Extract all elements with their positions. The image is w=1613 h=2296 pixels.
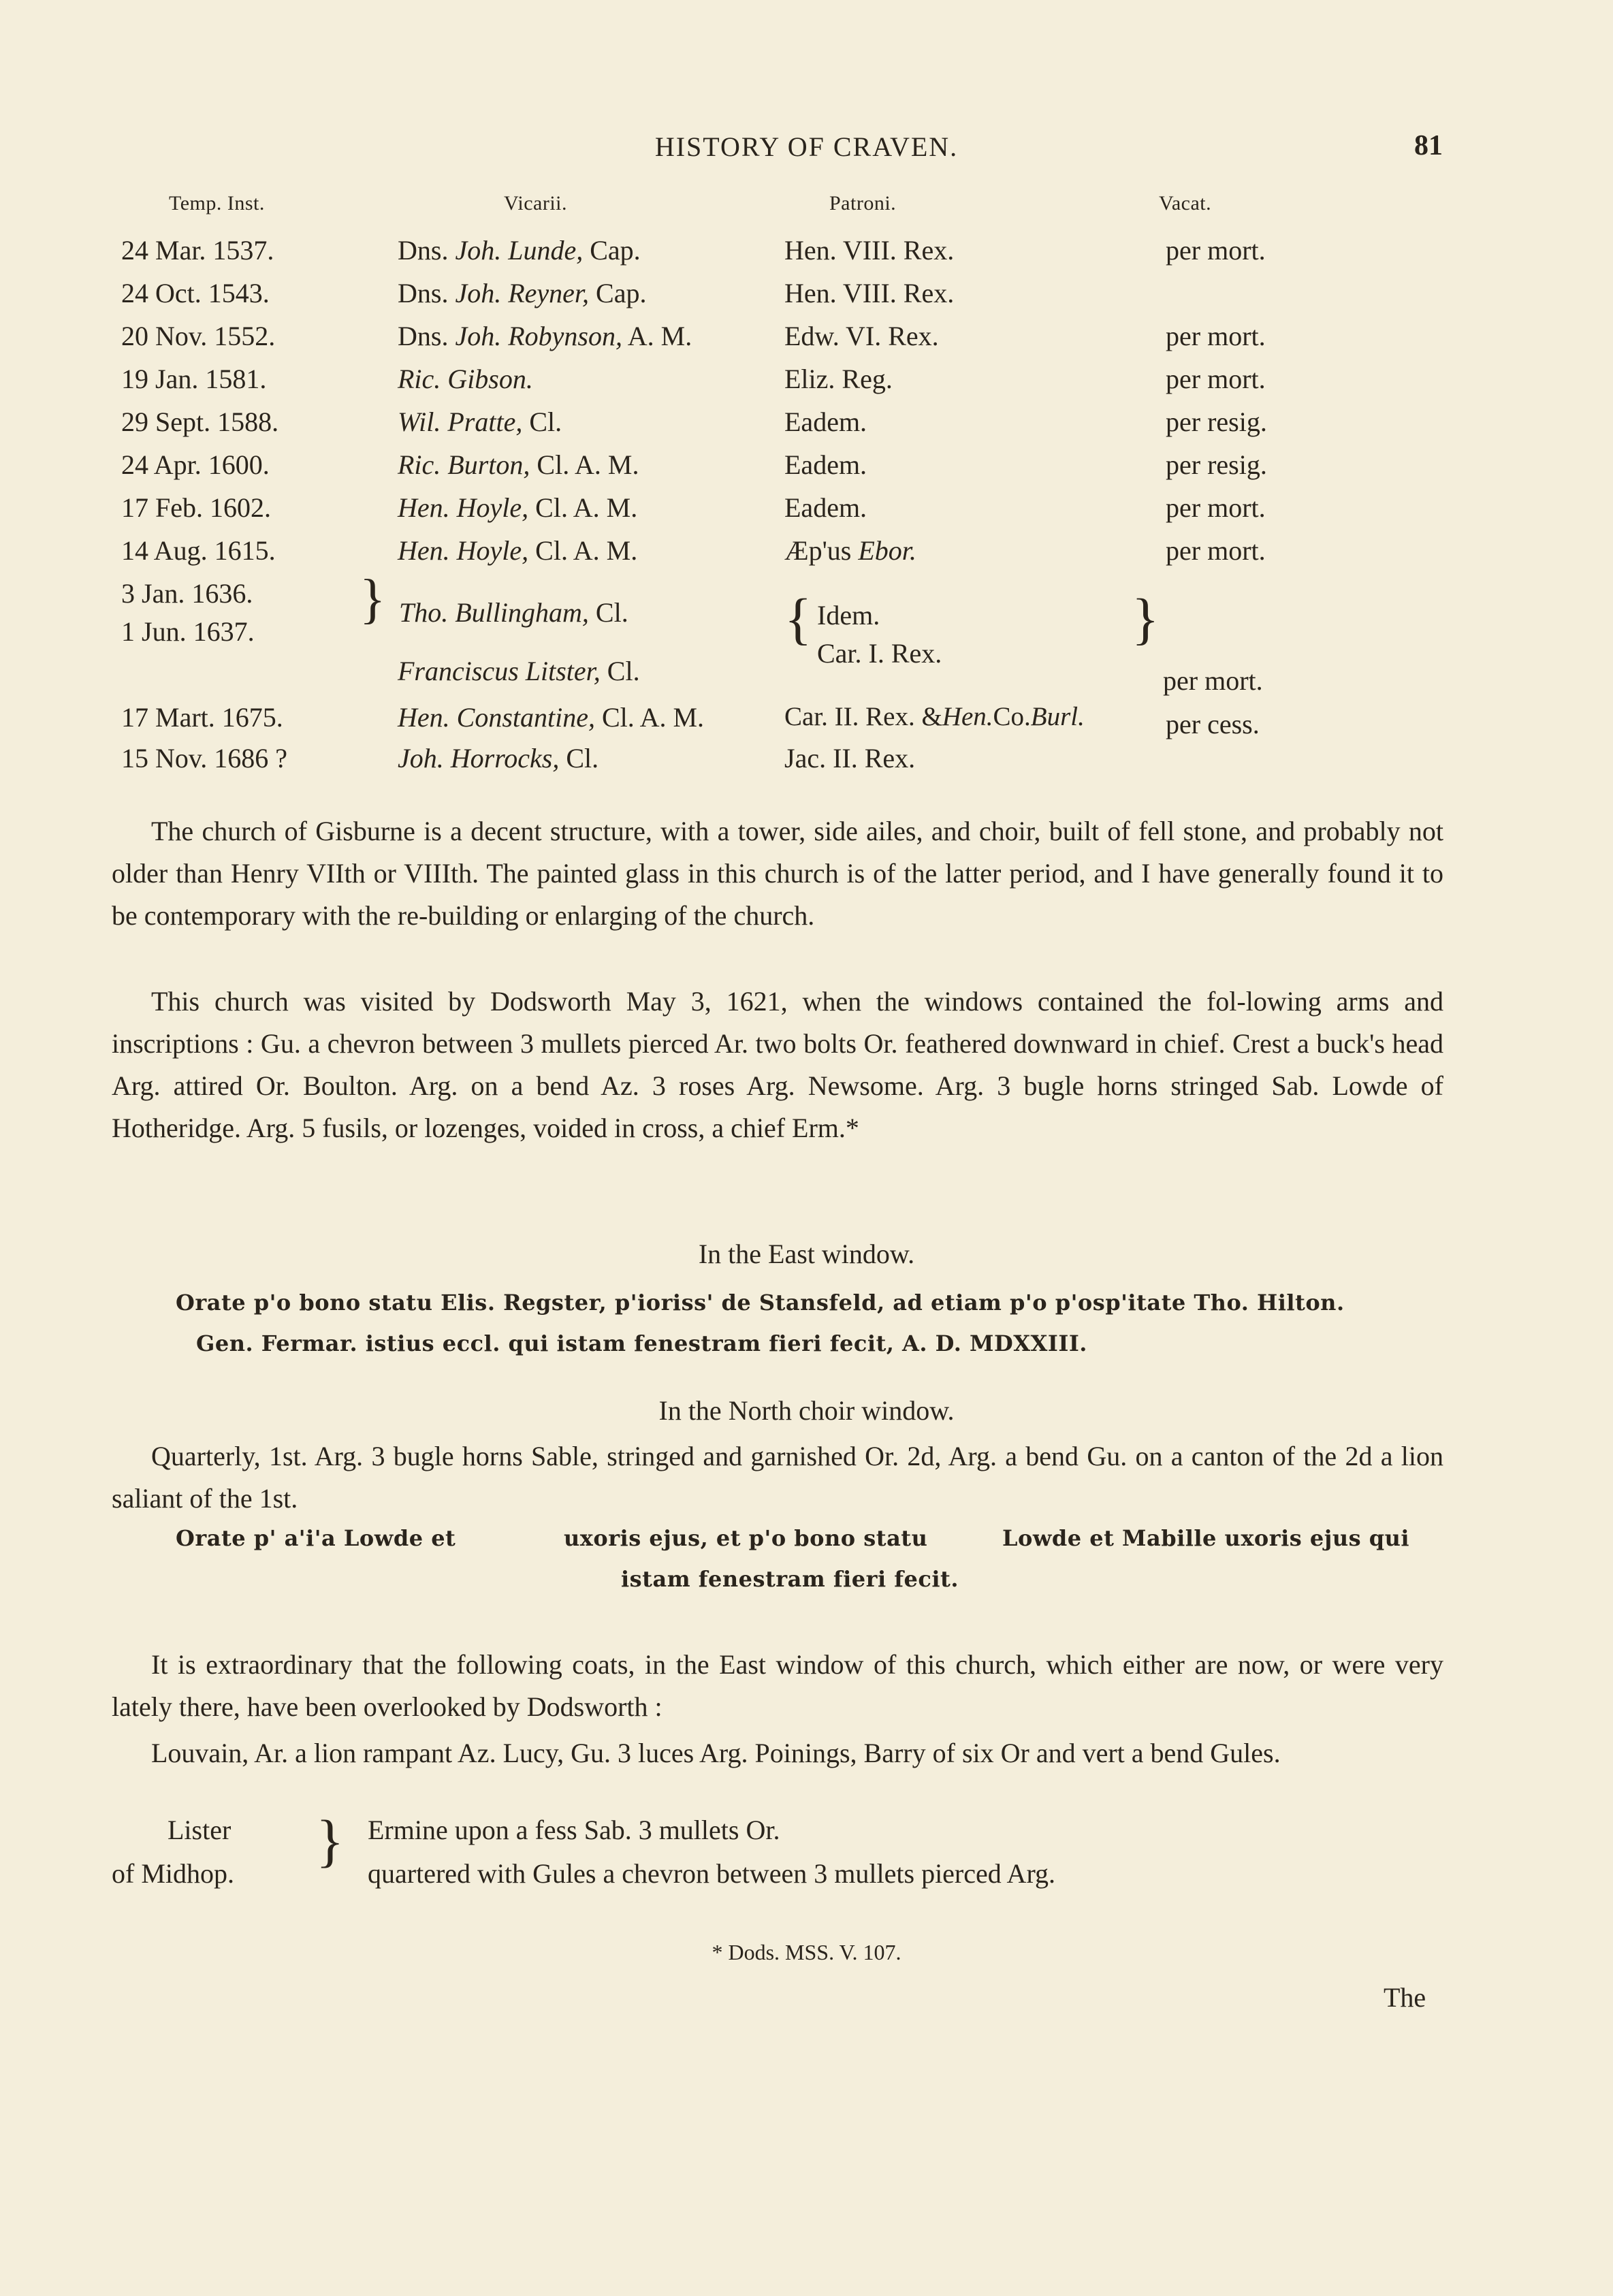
inscription-line: Gen. Fermar. istius eccl. qui istam fenestram fieri fecit, A. D. MDXXIII. [196, 1330, 1087, 1356]
footnote: * Dods. MSS. V. 107. [712, 1940, 901, 1964]
vicar-name: Dns. Joh. Reyner, Cap. [398, 278, 647, 308]
patron: Eliz. Reg. [784, 364, 893, 394]
table-row [0, 535, 1613, 578]
inscription-fragment: uxoris ejus, et p'o bono statu [564, 1525, 928, 1551]
running-head: HISTORY OF CRAVEN. [654, 131, 959, 162]
institution-date: 14 Aug. 1615. [121, 535, 276, 566]
patron: Car. II. Rex. &Hen.Co.Burl. [784, 702, 1085, 731]
vicar-name: Tho. Bullingham, Cl. [399, 597, 628, 628]
page-number: 81 [1414, 130, 1443, 161]
paragraph-dodsworth-visit: This church was visited by Dodsworth May 3, 1621, when the windows contained the fol-lowing arms and inscriptions : Gu. a chevron between 3 mullets pierced Ar. two bolts Or. feathered downward in chief. Crest a buck's head Arg. attired Or. Boulton. Arg. on a bend Az. 3 roses Arg. Newsome. Arg. 3 bugle horns stringed Sab. Lowde of Hotheridge. Arg. 5 fusils, or lozenges, voided in cross, a chief Erm.* [112, 986, 1443, 1143]
header-vicarii: Vicarii. [504, 192, 567, 214]
paragraph-church-description: The church of Gisburne is a decent structure, with a tower, side ailes, and choir, built of fell stone, and probably not older than Henry VIIth or VIIIth. The painted glass in this church is of the latter period, and I have generally found it to be contemporary with the re-building or enlarging of the church. [112, 816, 1443, 931]
patron: Eadem. [784, 406, 867, 437]
lister-label: Lister [167, 1815, 231, 1845]
heading-north-window: In the North choir window. [658, 1395, 955, 1426]
vacancy-reason: per resig. [1166, 406, 1267, 437]
table-row [0, 701, 1613, 745]
lister-label: of Midhop. [112, 1858, 234, 1889]
header-patroni: Patroni. [829, 192, 897, 214]
lister-arms: Ermine upon a fess Sab. 3 mullets Or. [368, 1815, 780, 1845]
vacancy-reason: per mort. [1166, 321, 1266, 351]
institution-date: 29 Sept. 1588. [121, 406, 279, 437]
lister-arms: quartered with Gules a chevron between 3 mullets pierced Arg. [368, 1858, 1056, 1889]
patron: Edw. VI. Rex. [784, 321, 939, 351]
patron: Eadem. [784, 492, 867, 523]
inscription-line: Orate p'o bono statu Elis. Regster, p'ioriss' de Stansfeld, ad etiam p'o p'osp'itate Tho. Hilton. [176, 1290, 1345, 1316]
vacancy-reason: per resig. [1166, 449, 1267, 480]
table-row [0, 449, 1613, 492]
vacancy-reason: per cess. [1166, 709, 1260, 739]
vicar-name: Joh. Horrocks, Cl. [398, 743, 599, 774]
vicar-name: Franciscus Litster, Cl. [398, 656, 640, 686]
header-temp-inst: Temp. Inst. [169, 192, 265, 214]
table-row [0, 234, 1613, 278]
institution-date: 15 Nov. 1686 ? [121, 743, 288, 774]
patron: Idem. [817, 600, 880, 631]
vicar-name: Hen. Hoyle, Cl. A. M. [398, 492, 638, 523]
table-row [0, 406, 1613, 449]
vicar-name: Wil. Pratte, Cl. [398, 406, 562, 437]
table-row [0, 320, 1613, 364]
patron: Jac. II. Rex. [784, 743, 916, 774]
table-row [0, 363, 1613, 406]
brace-right-icon: } [316, 1808, 345, 1873]
vicar-name: Hen. Hoyle, Cl. A. M. [398, 535, 638, 566]
inscription-fragment: Lowde et Mabille uxoris ejus qui [1002, 1525, 1410, 1551]
catchword: The [1384, 1982, 1426, 2013]
vacancy-reason: per mort. [1166, 364, 1266, 394]
vicar-name: Ric. Burton, Cl. A. M. [398, 449, 639, 480]
brace-left-icon: { [784, 588, 812, 651]
inscription-fragment: istam fenestram fieri fecit. [621, 1566, 959, 1592]
patron: Car. I. Rex. [817, 638, 942, 669]
institution-date: 20 Nov. 1552. [121, 321, 276, 351]
brace-right-icon: } [1132, 588, 1160, 651]
patron: Hen. VIII. Rex. [784, 278, 955, 308]
institution-date: 24 Apr. 1600. [121, 449, 270, 480]
table-row [0, 742, 1613, 786]
institution-date: 17 Mart. 1675. [121, 702, 283, 733]
paragraph-overlooked-coats: It is extraordinary that the following coats, in the East window of this church, which either are now, or were very lately there, have been overlooked by Dodsworth : [112, 1649, 1443, 1722]
table-row [0, 492, 1613, 535]
institution-date: 17 Feb. 1602. [121, 492, 271, 523]
institution-date: 3 Jan. 1636. [121, 578, 253, 609]
brace-right-icon: } [360, 569, 386, 629]
vicar-name: Hen. Constantine, Cl. A. M. [398, 702, 705, 733]
header-vacat: Vacat. [1159, 192, 1212, 214]
institution-date: 19 Jan. 1581. [121, 364, 267, 394]
patron: Hen. VIII. Rex. [784, 235, 955, 266]
paragraph-north-window-arms: Quarterly, 1st. Arg. 3 bugle horns Sable, stringed and garnished Or. 2d, Arg. a bend Gu. on a canton of the 2d a lion saliant of the 1st. [112, 1441, 1443, 1514]
vicar-name: Ric. Gibson. [398, 364, 533, 394]
paragraph-coats-list: Louvain, Ar. a lion rampant Az. Lucy, Gu. 3 luces Arg. Poinings, Barry of six Or and vert a bend Gules. [151, 1738, 1281, 1768]
vacancy-reason: per mort. [1163, 665, 1263, 696]
table-row [0, 277, 1613, 321]
patron: Eadem. [784, 449, 867, 480]
institution-date: 24 Oct. 1543. [121, 278, 270, 308]
vicar-name: Dns. Joh. Robynson, A. M. [398, 321, 692, 351]
vacancy-reason: per mort. [1166, 492, 1266, 523]
vicar-name: Dns. Joh. Lunde, Cap. [398, 235, 641, 266]
institution-date: 24 Mar. 1537. [121, 235, 274, 266]
vacancy-reason: per mort. [1166, 235, 1266, 266]
patron: Æp'us Ebor. [784, 535, 916, 566]
inscription-fragment: Orate p' a'i'a Lowde et [176, 1525, 456, 1551]
heading-east-window: In the East window. [698, 1239, 915, 1269]
vacancy-reason: per mort. [1166, 535, 1266, 566]
institution-date: 1 Jun. 1637. [121, 616, 255, 647]
